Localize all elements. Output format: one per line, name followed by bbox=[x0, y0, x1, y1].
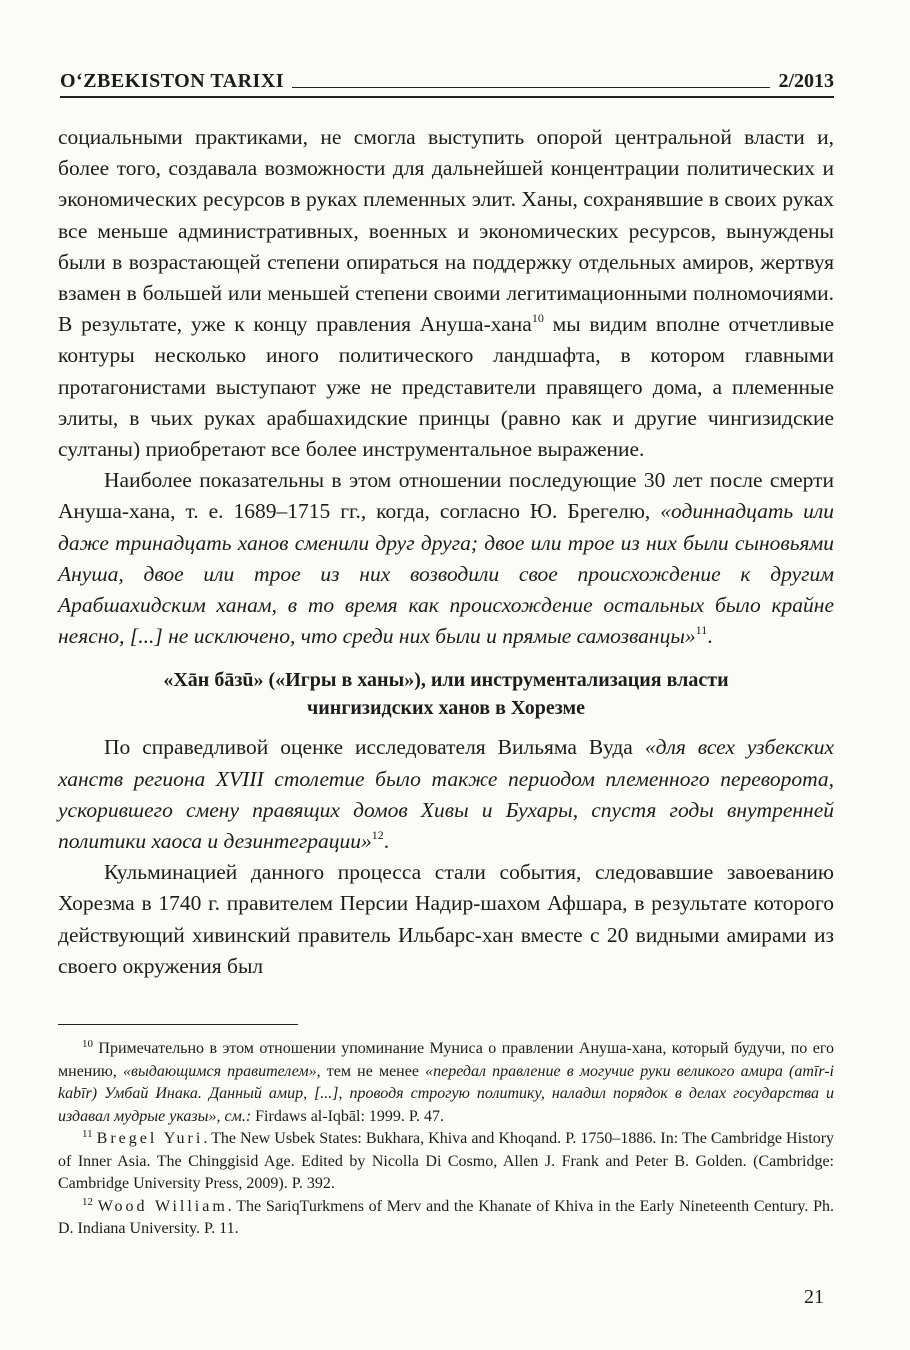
footnote-11-number: 11 bbox=[82, 1128, 93, 1140]
footnote-12-number: 12 bbox=[82, 1195, 93, 1208]
page-number: 21 bbox=[804, 1286, 824, 1308]
paragraph-2 bbox=[58, 465, 834, 652]
paragraph-2-quote: «одиннадцать или даже тринадцать ханов сменили друг друга; двое или трое из них были сыновьями Ануша, двое или трое из них возводили свое происхождение к другим Арабшахидским ханам, в то время как происхождение остальных было крайне неясно, [...] не исключено, что среди них были и прямые самозванцы» bbox=[58, 499, 834, 649]
footnote-11 bbox=[58, 1128, 834, 1196]
paragraph-2-end: . bbox=[707, 624, 713, 649]
header-rule bbox=[292, 87, 770, 88]
footnote-12 bbox=[58, 1196, 834, 1241]
footnote-10-number: 10 bbox=[82, 1038, 93, 1050]
paragraph-3-text: По справедливой оценке исследователя Вильяма Вуда bbox=[104, 735, 645, 760]
footnote-10-text-c: Firdaws al-Iqbāl: 1999. P. 47. bbox=[251, 1107, 445, 1125]
footnote-11-text: . The New Usbek States: Bukhara, Khiva and Khoqand. P. 1750–1886. In: The Cambridge History of Inner Asia. The Chinggisid Age. Edited by Nicolla Di Cosmo, Allen J. Frank and Peter B. Golden. (Cambridge: Cambridge University Press, 2009). P. 392. bbox=[58, 1130, 835, 1192]
section-heading: «Хāн бāзū» («Игры в ханы»), или инструментализация власти чингизидских ханов в Хорезме bbox=[163, 669, 729, 720]
footnote-10-quote-2: «передал правление в могучие руки великого амира (amīr-i kabīr) Умбай Инака. Данный амир, [...], проводя строгую политику, наладил порядок в делах государства и издавал мудрые указы», см.: bbox=[58, 1062, 835, 1125]
footnote-ref-12: 12 bbox=[371, 828, 384, 843]
paragraph-3 bbox=[58, 732, 834, 857]
footnote-10 bbox=[58, 1038, 834, 1128]
paragraph-4: Кульминацией данного процесса стали события, следовавшие завоеванию Хорезма в 1740 г. правителем Персии Надир-шахом Афшара, в результате которого действующий хивинский правитель Ильбарс-хан вместе с 20 видными амирами из своего окружения был bbox=[58, 860, 834, 978]
paragraph-2-text: Наиболее показательны в этом отношении последующие 30 лет после смерти Ануша-хана, т. е. 1689–1715 гг., когда, согласно Ю. Брегелю, bbox=[58, 468, 834, 524]
issue-number: 2/2013 bbox=[778, 70, 834, 92]
footnote-separator bbox=[58, 1024, 298, 1025]
paragraph-1 bbox=[58, 122, 834, 465]
footnote-ref-11: 11 bbox=[695, 623, 708, 638]
paragraph-3-end: . bbox=[383, 829, 390, 854]
footnote-10-text-a: Примечательно в этом отношении упоминание Муниса о правлении Ануша-хана, который будучи, по его мнению, bbox=[58, 1040, 834, 1080]
footnote-11-author: Bregel Yuri bbox=[96, 1130, 204, 1147]
footnote-12-author: Wood William bbox=[97, 1197, 228, 1215]
paragraph-1-tail: мы видим вполне отчетливые контуры несколько иного политического ландшафта, в котором главными протагонистами выступают уже не представители правящего дома, а племенные элиты, в чьих руках арабшахидские принцы (равно как и другие чингизидские султаны) приобретают все более инструментальное выражение. bbox=[58, 312, 834, 462]
footnotes bbox=[58, 1038, 834, 1241]
footnote-12-text: . The SariqTurkmens of Merv and the Khanate of Khiva in the Early Nineteenth Century. Ph. D. Indiana University. P. 11. bbox=[58, 1197, 835, 1237]
main-text bbox=[58, 122, 834, 982]
journal-title: O‘ZBEKISTON TARIXI bbox=[60, 70, 285, 92]
paragraph-3-quote: «для всех узбекских ханств региона XVIII столетие было также периодом племенного переворота, ускорившего смену правящих домов Хивы и Бухары, спустя годы внутренней политики хаоса и дезинтеграции» bbox=[58, 735, 834, 854]
footnote-10-text-b: , тем не менее bbox=[316, 1062, 426, 1080]
running-header bbox=[60, 64, 834, 98]
footnote-10-quote-1: «выдающимся правителем» bbox=[123, 1062, 317, 1080]
footnote-ref-10: 10 bbox=[531, 311, 544, 326]
paragraph-1-text: социальными практиками, не смогла выступить опорой центральной власти и, более того, создавала возможности для дальнейшей концентрации политических и экономических ресурсов в руках племенных элит. Ханы, сохранявшие в своих руках все меньше административных, военных и экономических ресурсов, вынуждены были в возрастающей степени опираться на поддержку отдельных амиров, жертвуя взамен в большей или меньшей степени своими легитимационными полномочиями. В результате, уже к концу правления Ануша-хана bbox=[58, 125, 834, 337]
